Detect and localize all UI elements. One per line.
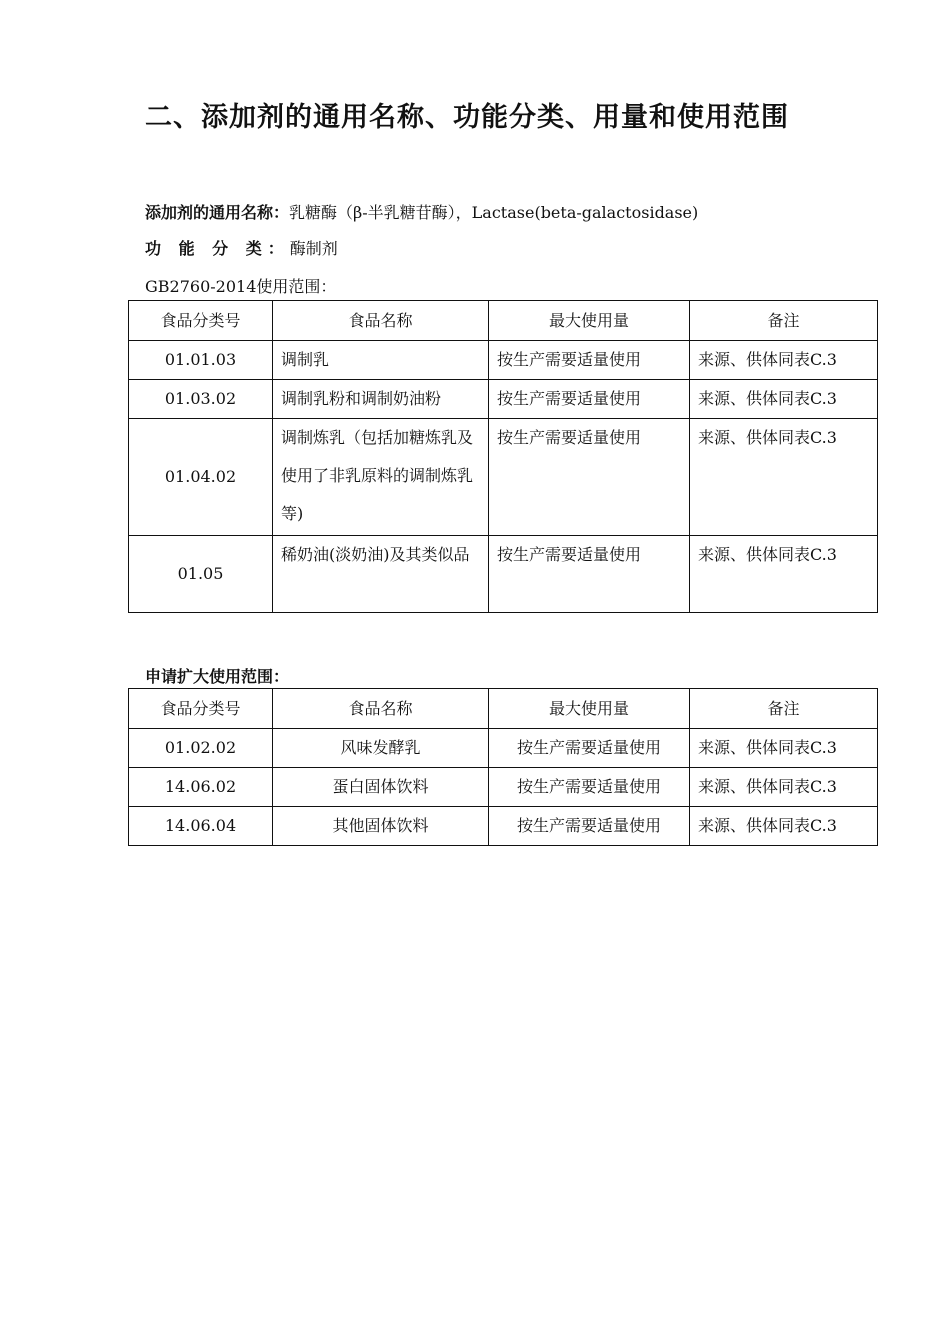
note-cell: 来源、供体同表C.3: [690, 419, 878, 536]
table-header-row: [129, 301, 878, 341]
food-name-cell: 风味发酵乳: [273, 729, 489, 768]
expand-scope-label: 申请扩大使用范围：: [145, 667, 290, 686]
header-cell: 食品名称: [273, 689, 489, 729]
category-code-cell: 14.06.02: [129, 768, 273, 807]
note-cell: 来源、供体同表C.3: [690, 341, 878, 380]
table-row: [129, 807, 878, 846]
page-title: 二、添加剂的通用名称、功能分类、用量和使用范围: [145, 102, 789, 133]
max-amount-cell: 按生产需要适量使用: [489, 341, 690, 380]
table-row: [129, 380, 878, 419]
function-class-value: 酶制剂: [289, 239, 338, 258]
header-cell: 食品名称: [273, 301, 489, 341]
gb2760-scope-table: [128, 300, 878, 613]
note-cell: 来源、供体同表C.3: [690, 380, 878, 419]
max-amount-cell: 按生产需要适量使用: [489, 807, 690, 846]
header-cell: 食品分类号: [129, 301, 273, 341]
max-amount-cell: 按生产需要适量使用: [489, 380, 690, 419]
food-name-cell: 调制乳: [273, 341, 489, 380]
category-code-cell: 01.04.02: [129, 419, 273, 536]
table-row: [129, 419, 878, 536]
category-code-cell: 01.03.02: [129, 380, 273, 419]
header-cell: 最大使用量: [489, 689, 690, 729]
category-code-cell: 14.06.04: [129, 807, 273, 846]
note-cell: 来源、供体同表C.3: [690, 807, 878, 846]
scope-label: GB2760-2014使用范围：: [145, 277, 337, 296]
category-code-cell: 01.01.03: [129, 341, 273, 380]
food-name-cell: 调制乳粉和调制奶油粉: [273, 380, 489, 419]
food-name-cell: 稀奶油(淡奶油)及其类似品: [273, 536, 489, 613]
max-amount-cell: 按生产需要适量使用: [489, 419, 690, 536]
function-class-label: 功 能 分 类：: [145, 239, 290, 258]
note-cell: 来源、供体同表C.3: [690, 729, 878, 768]
category-code-cell: 01.02.02: [129, 729, 273, 768]
header-cell: 备注: [690, 689, 878, 729]
additive-name-line: [145, 200, 698, 223]
expanded-scope-table: [128, 688, 878, 846]
food-name-cell: 蛋白固体饮料: [273, 768, 489, 807]
note-cell: 来源、供体同表C.3: [690, 536, 878, 613]
header-cell: 食品分类号: [129, 689, 273, 729]
table-row: [129, 729, 878, 768]
max-amount-cell: 按生产需要适量使用: [489, 768, 690, 807]
header-cell: 最大使用量: [489, 301, 690, 341]
note-cell: 来源、供体同表C.3: [690, 768, 878, 807]
header-cell: 备注: [690, 301, 878, 341]
additive-name-value: 乳糖酶（β-半乳糖苷酶），Lactase(beta-galactosidase): [289, 203, 699, 222]
table-row: [129, 768, 878, 807]
max-amount-cell: 按生产需要适量使用: [489, 729, 690, 768]
table-row: [129, 341, 878, 380]
food-name-cell: 其他固体饮料: [273, 807, 489, 846]
food-name-cell: 调制炼乳（包括加糖炼乳及使用了非乳原料的调制炼乳等): [273, 419, 489, 536]
table-row: [129, 536, 878, 613]
category-code-cell: 01.05: [129, 536, 273, 613]
function-class-line: [145, 236, 338, 259]
table-header-row: [129, 689, 878, 729]
additive-name-label: 添加剂的通用名称：: [145, 203, 290, 222]
max-amount-cell: 按生产需要适量使用: [489, 536, 690, 613]
